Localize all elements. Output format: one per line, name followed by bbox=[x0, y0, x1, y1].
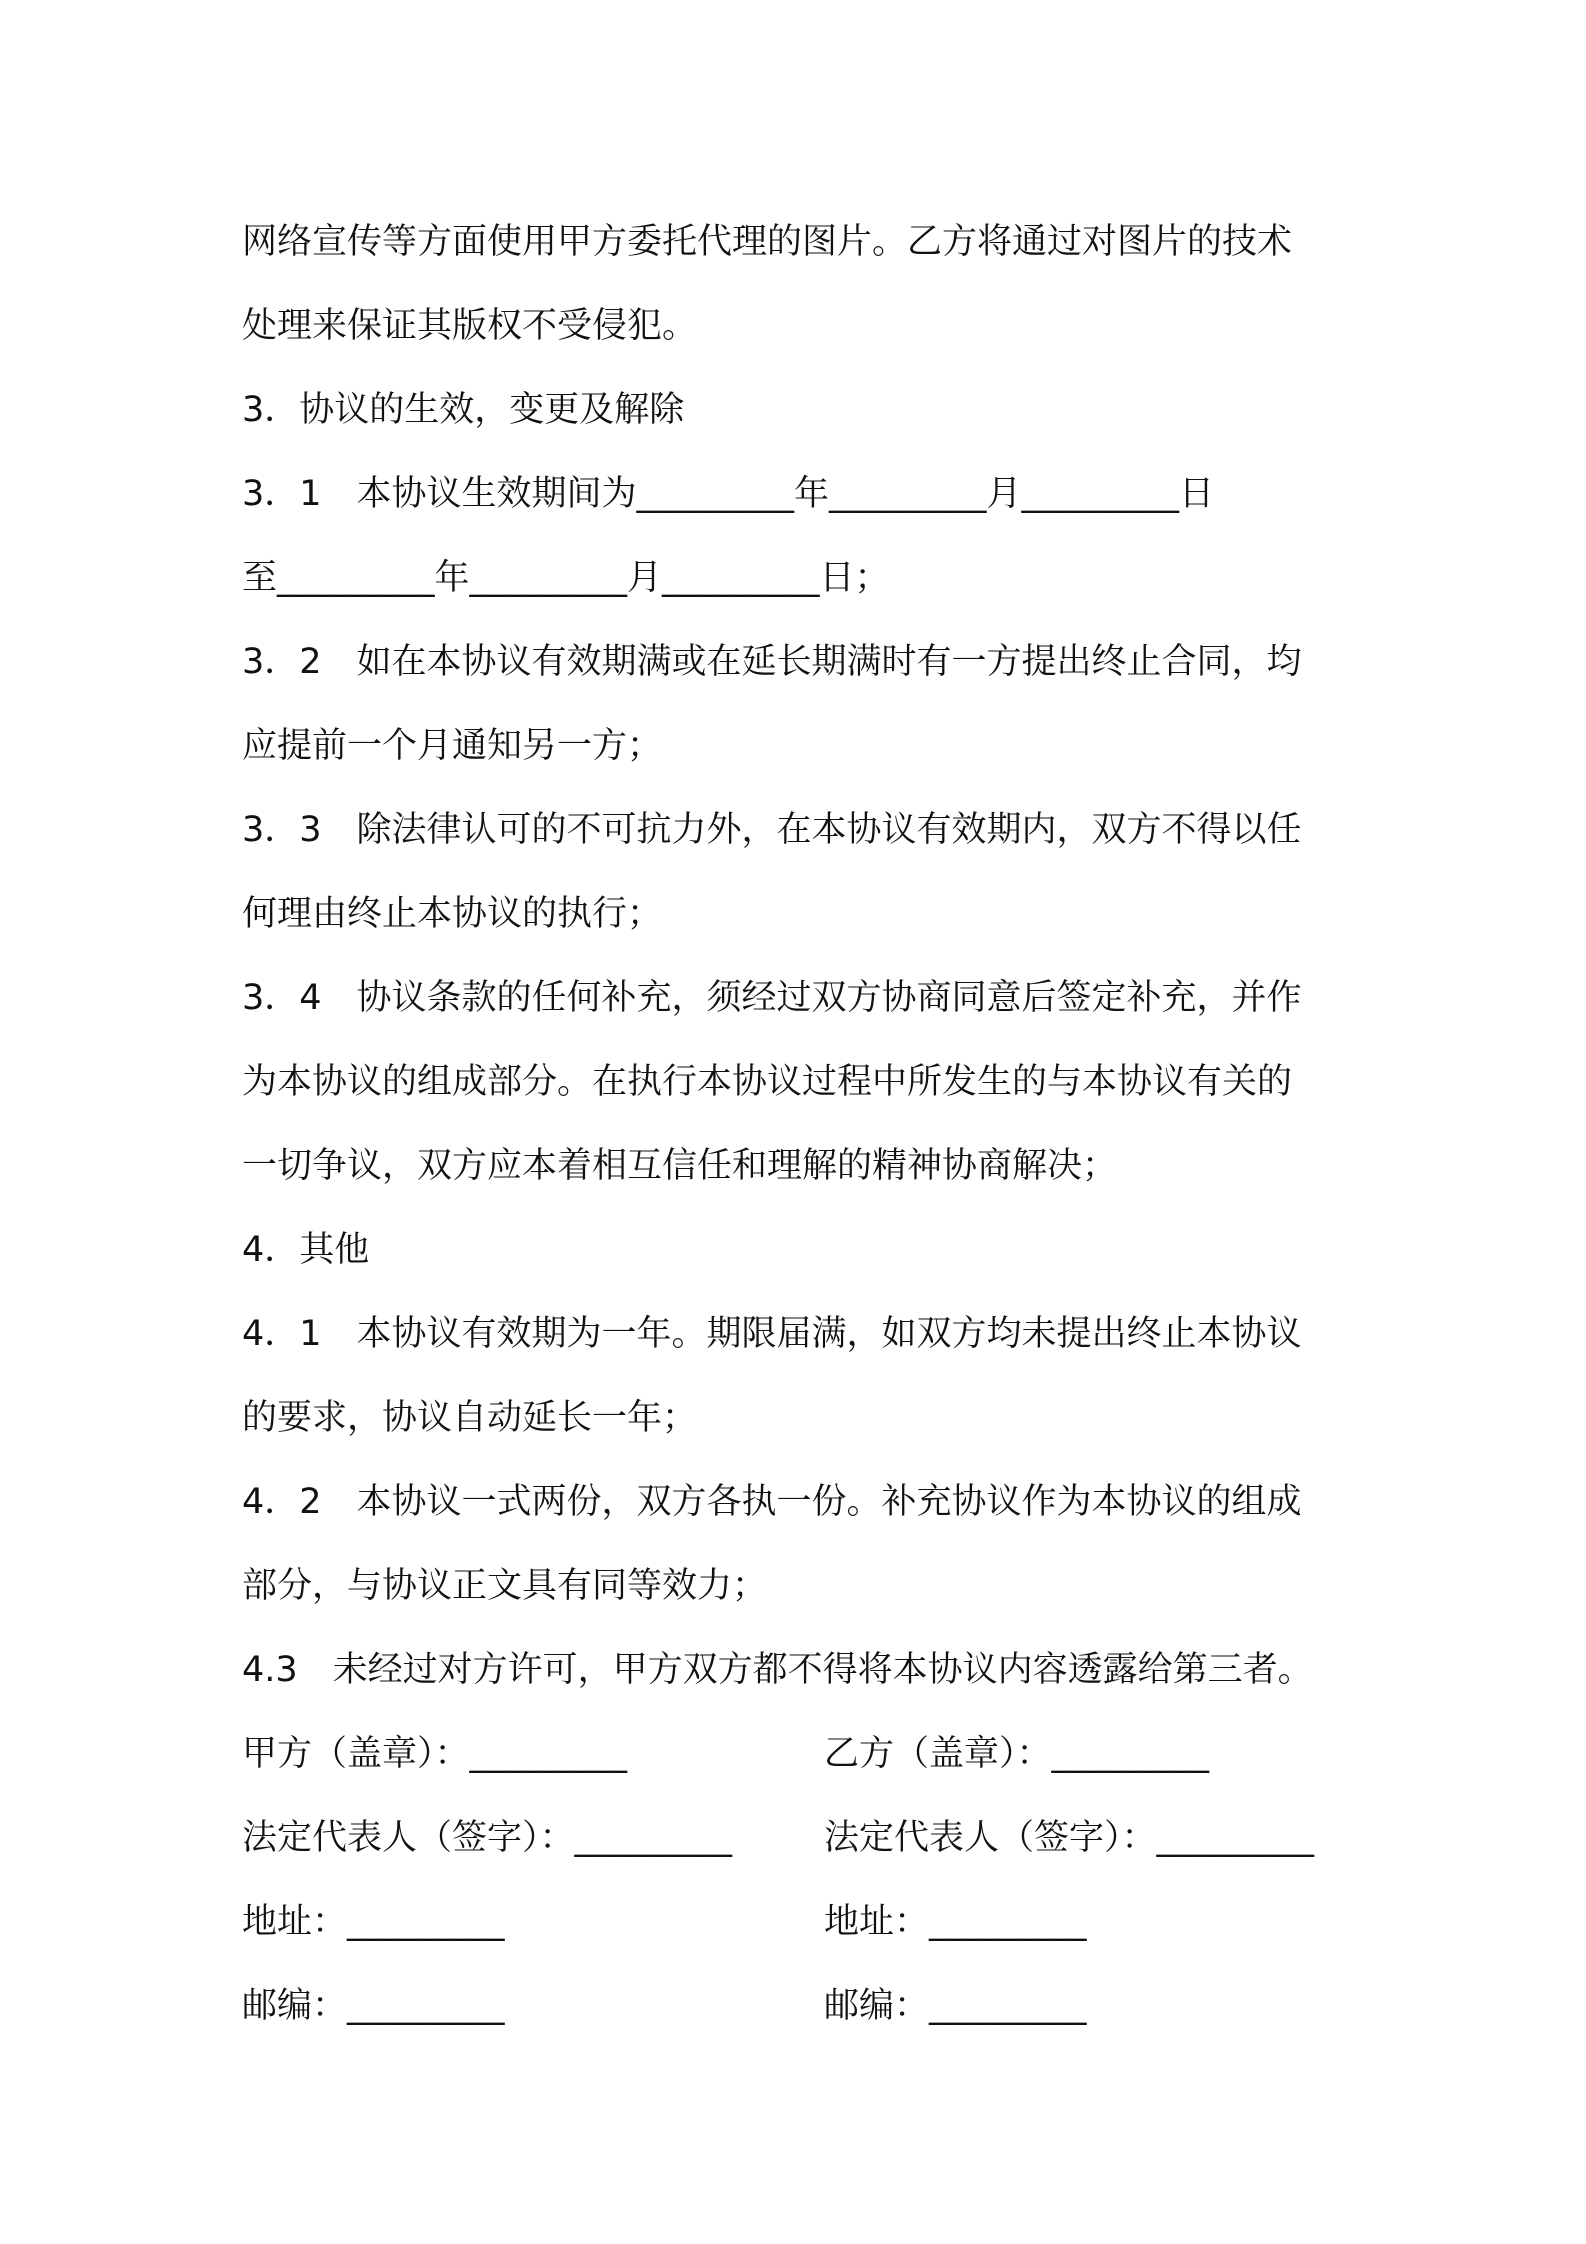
clause-3-1: 3．1 本协议生效期间为_________年_________月_________日 bbox=[242, 474, 1215, 514]
party-a-address: 地址：_________ bbox=[242, 1902, 505, 1942]
text-line: 应提前一个月通知另一方； bbox=[242, 726, 663, 766]
signature-row-representative bbox=[242, 1796, 1354, 1880]
text-line: 至_________年_________月_________日； bbox=[242, 558, 890, 598]
signature-row-seal bbox=[242, 1712, 1354, 1796]
agreement-body bbox=[242, 200, 1354, 1712]
text-line: 网络宣传等方面使用甲方委托代理的图片。乙方将通过对图片的技术 bbox=[242, 222, 1293, 262]
party-a-representative: 法定代表人（签字）：_________ bbox=[242, 1818, 733, 1858]
text-line: 部分，与协议正文具有同等效力； bbox=[242, 1566, 768, 1606]
signature-row-postcode bbox=[242, 1964, 1354, 2048]
clause-4-1: 4．1 本协议有效期为一年。期限届满，如双方均未提出终止本协议 bbox=[242, 1314, 1302, 1354]
section-heading: 3．协议的生效，变更及解除 bbox=[242, 390, 685, 430]
signature-row-address bbox=[242, 1880, 1354, 1964]
party-a-seal: 甲方（盖章）：_________ bbox=[242, 1734, 628, 1774]
party-b-seal: 乙方（盖章）：_________ bbox=[824, 1734, 1210, 1774]
clause-3-2: 3．2 如在本协议有效期满或在延长期满时有一方提出终止合同，均 bbox=[242, 642, 1302, 682]
party-b-postcode: 邮编：_________ bbox=[824, 1986, 1087, 2026]
party-b-address: 地址：_________ bbox=[824, 1902, 1087, 1942]
signature-block bbox=[242, 1712, 1354, 2048]
clause-3-3: 3．3 除法律认可的不可抗力外，在本协议有效期内，双方不得以任 bbox=[242, 810, 1302, 850]
text-line: 处理来保证其版权不受侵犯。 bbox=[242, 306, 698, 346]
text-line: 的要求，协议自动延长一年； bbox=[242, 1398, 698, 1438]
text-line: 何理由终止本协议的执行； bbox=[242, 894, 663, 934]
text-line: 一切争议，双方应本着相互信任和理解的精神协商解决； bbox=[242, 1146, 1118, 1186]
section-heading: 4．其他 bbox=[242, 1230, 370, 1270]
party-a-postcode: 邮编：_________ bbox=[242, 1986, 505, 2026]
clause-4-2: 4．2 本协议一式两份，双方各执一份。补充协议作为本协议的组成 bbox=[242, 1482, 1302, 1522]
party-b-representative: 法定代表人（签字）：_________ bbox=[824, 1818, 1315, 1858]
clause-4-3: 4.3 未经过对方许可，甲方双方都不得将本协议内容透露给第三者。 bbox=[242, 1650, 1313, 1690]
text-line: 为本协议的组成部分。在执行本协议过程中所发生的与本协议有关的 bbox=[242, 1062, 1293, 1102]
clause-3-4: 3．4 协议条款的任何补充，须经过双方协商同意后签定补充，并作 bbox=[242, 978, 1302, 1018]
